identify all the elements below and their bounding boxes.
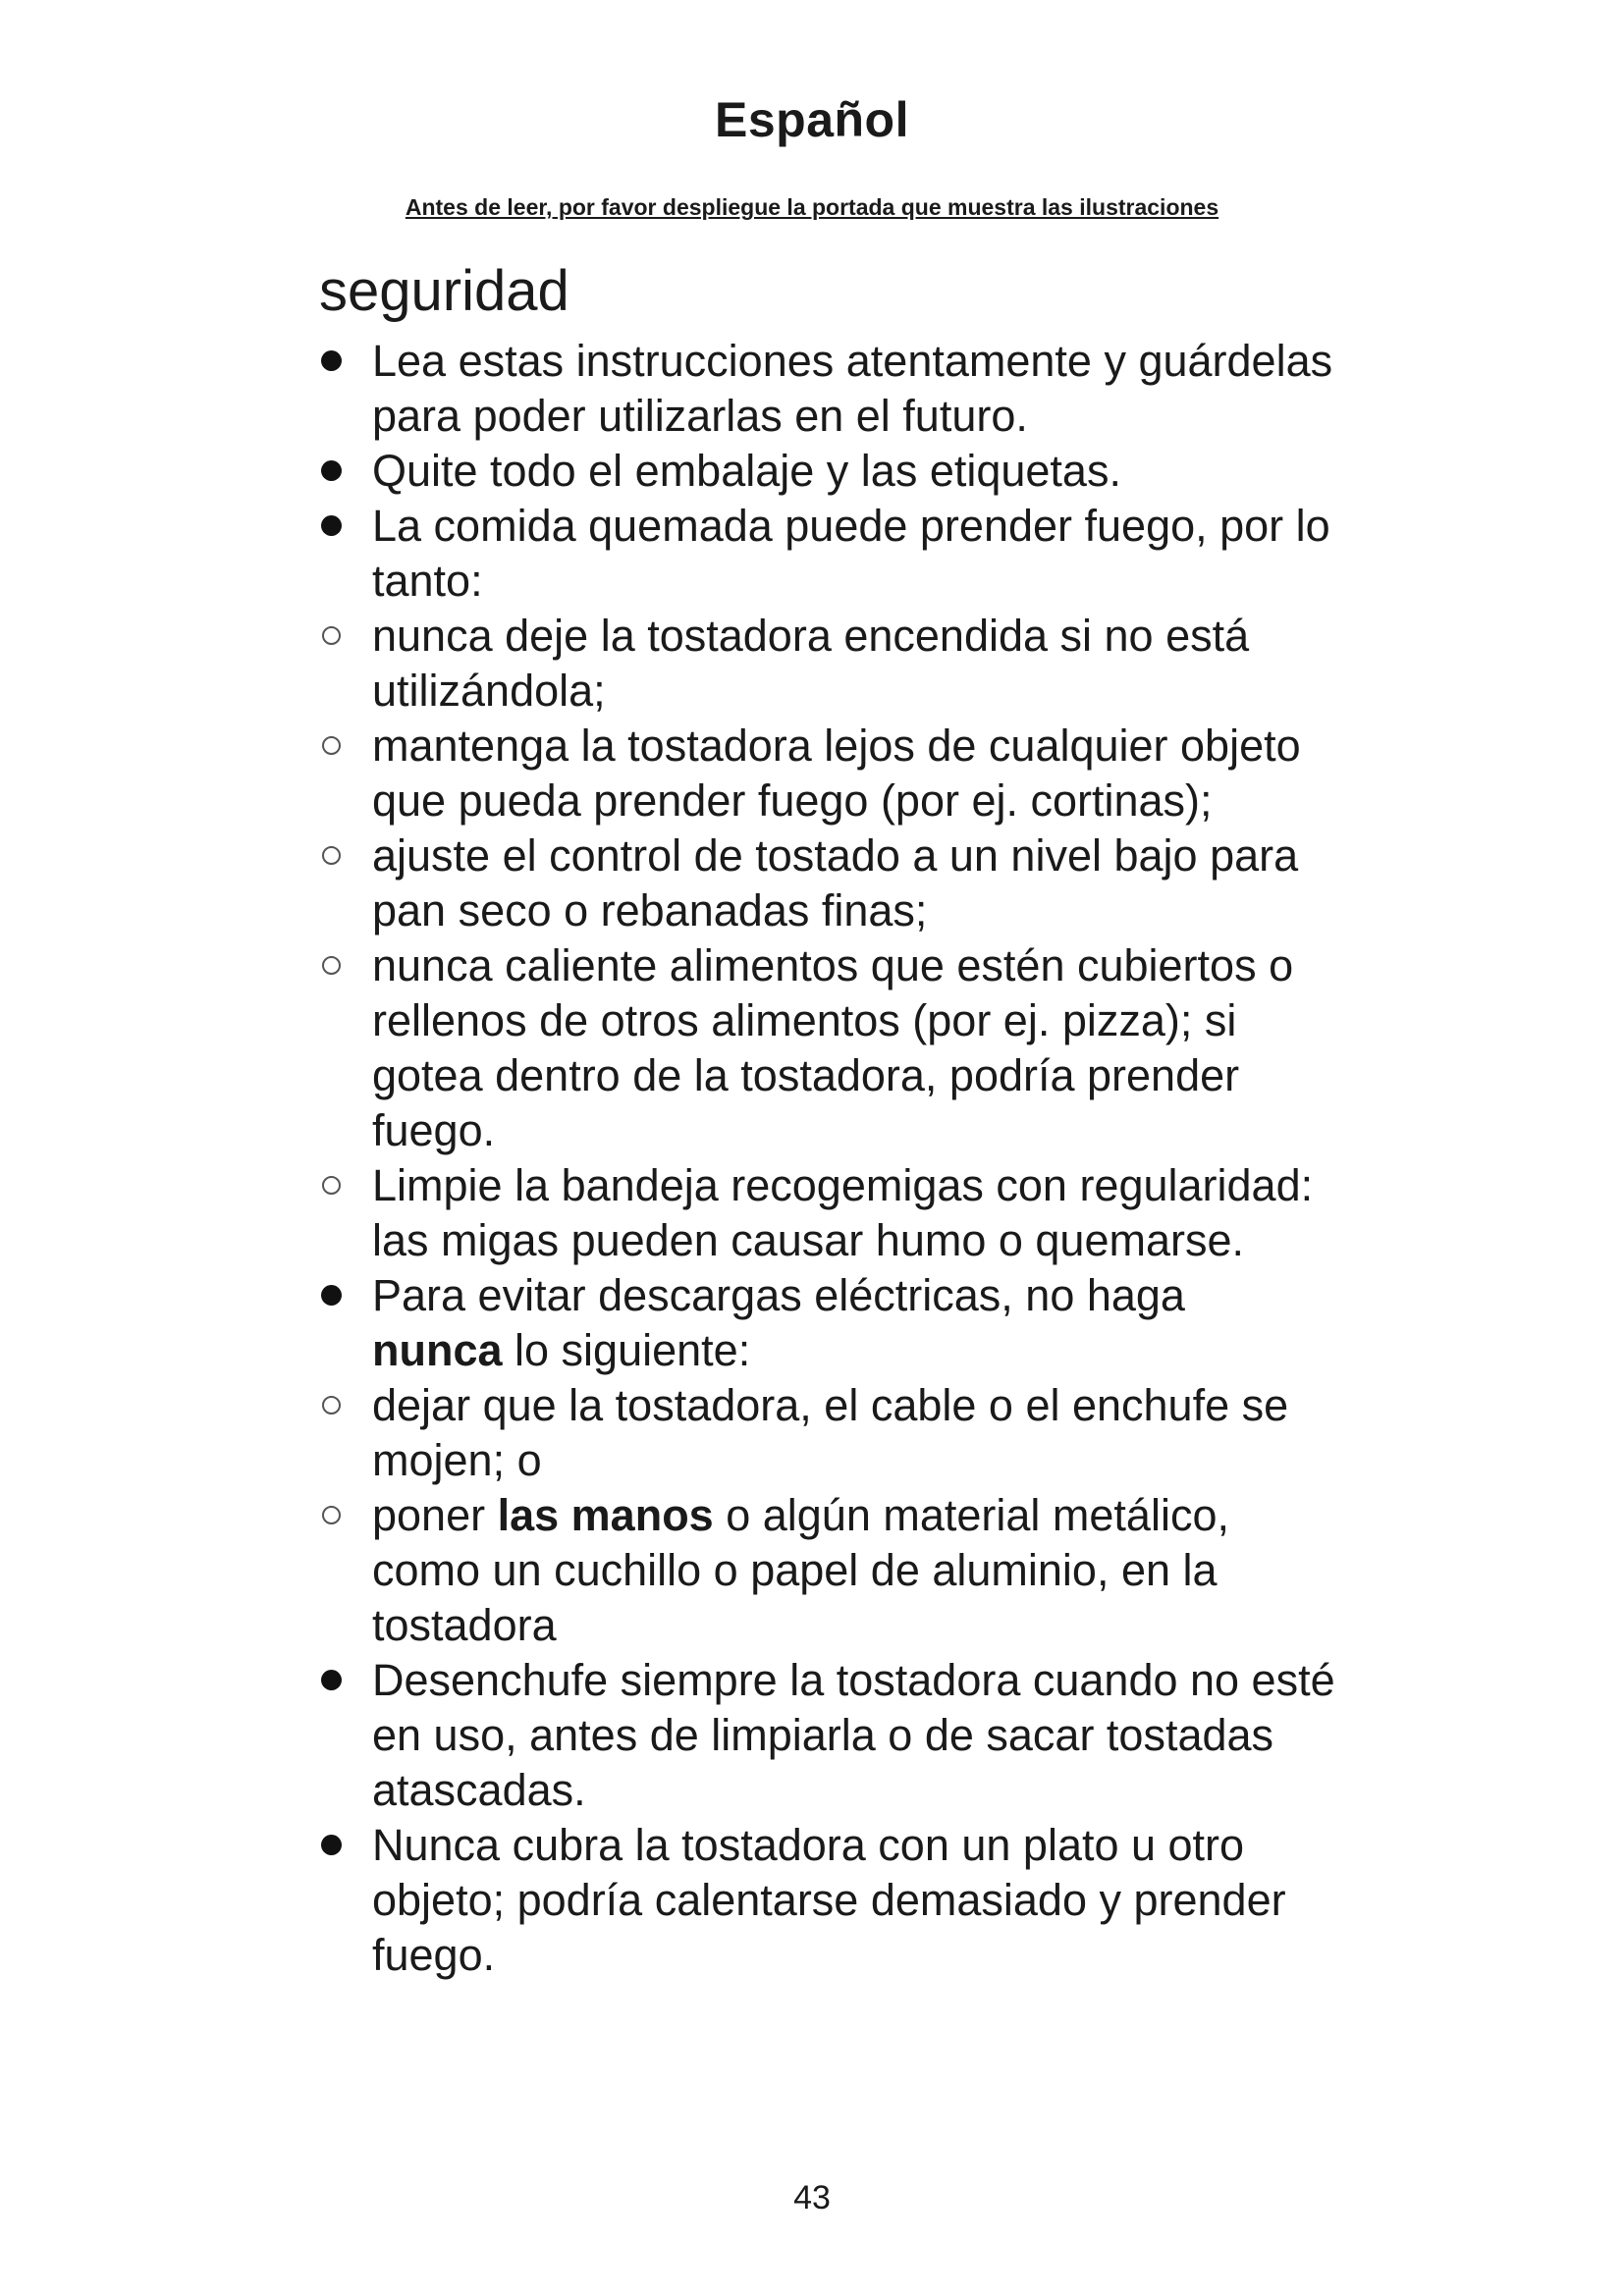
list-item [317, 1378, 1338, 1488]
list-item [317, 334, 1338, 444]
emphasis-text: las manos [497, 1490, 714, 1540]
list-item-text-before: Para evitar descargas eléctricas, no haga [372, 1270, 1185, 1320]
list-item [317, 499, 1338, 609]
list-item [317, 1158, 1338, 1268]
emphasis-text: nunca [372, 1325, 503, 1375]
list-item-text: nunca deje la tostadora encendida si no está utilizándola; [372, 611, 1250, 716]
hollow-bullet-icon [322, 846, 341, 865]
section-heading: seguridad [319, 259, 569, 323]
list-item [317, 1818, 1338, 1983]
list-item-text: nunca caliente alimentos que estén cubiertos o rellenos de otros alimentos (por ej. pizza); si gotea dentro de la tostadora, podría prender fuego. [372, 940, 1294, 1155]
filled-bullet-icon [321, 1285, 342, 1306]
list-item-text: Desenchufe siempre la tostadora cuando no esté en uso, antes de limpiarla o de sacar tostadas atascadas. [372, 1655, 1335, 1815]
filled-bullet-icon [321, 350, 342, 371]
list-item [317, 1488, 1338, 1653]
list-item [317, 719, 1338, 828]
list-item-text-before: poner [372, 1490, 498, 1540]
filled-bullet-icon [321, 515, 342, 536]
list-item [317, 1268, 1338, 1378]
hollow-bullet-icon [322, 736, 341, 755]
fold-out-note: Antes de leer, por favor despliegue la portada que muestra las ilustraciones [405, 194, 1219, 220]
list-item-text: mantenga la tostadora lejos de cualquier objeto que pueda prender fuego (por ej. cortinas); [372, 721, 1301, 826]
list-item [317, 609, 1338, 719]
hollow-bullet-icon [322, 956, 341, 975]
list-item-text-after: lo siguiente: [502, 1325, 751, 1375]
hollow-bullet-icon [322, 1176, 341, 1195]
list-item-text: Limpie la bandeja recogemigas con regularidad: las migas pueden causar humo o quemarse. [372, 1160, 1314, 1265]
list-item-text: La comida quemada puede prender fuego, por lo tanto: [372, 501, 1330, 606]
list-item-text: ajuste el control de tostado a un nivel bajo para pan seco o rebanadas finas; [372, 830, 1299, 935]
list-item-text: Nunca cubra la tostadora con un plato u otro objeto; podría calentarse demasiado y prender fuego. [372, 1820, 1286, 1980]
page-number: 43 [793, 2179, 831, 2216]
hollow-bullet-icon [322, 626, 341, 645]
filled-bullet-icon [321, 1670, 342, 1690]
list-item [317, 938, 1338, 1158]
safety-list [317, 334, 1338, 1983]
list-item-text: Quite todo el embalaje y las etiquetas. [372, 446, 1121, 496]
list-item-text: Lea estas instrucciones atentamente y guárdelas para poder utilizarlas en el futuro. [372, 336, 1333, 441]
filled-bullet-icon [321, 1835, 342, 1855]
page-title: Español [715, 92, 909, 147]
hollow-bullet-icon [322, 1506, 341, 1524]
filled-bullet-icon [321, 460, 342, 481]
list-item [317, 444, 1338, 499]
list-item [317, 1653, 1338, 1818]
hollow-bullet-icon [322, 1396, 341, 1415]
list-item [317, 828, 1338, 938]
list-item-text: dejar que la tostadora, el cable o el enchufe se mojen; o [372, 1380, 1289, 1485]
list-item-text-after: o algún material metálico, como un cuchillo o papel de aluminio, en la tostadora [372, 1490, 1229, 1650]
